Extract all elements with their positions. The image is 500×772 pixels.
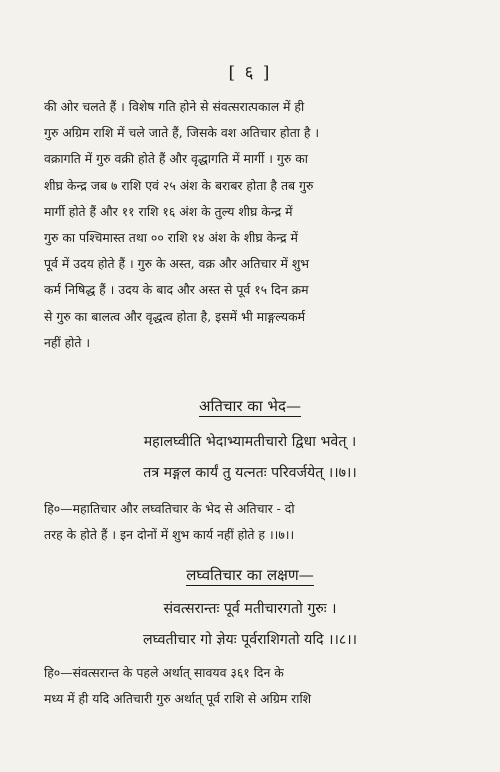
text-line: से गुरु का बालत्व और वृद्धत्व होता है, इसमें भी माङ्गल्यकर्म — [44, 308, 306, 324]
verse-line: लघ्वतीचार गो ज्ञेयः पूर्वराशिगतो यदि ।।८।। — [143, 632, 357, 648]
text-line: की ओर चलते हैं । विशेष गति होने से संवत्सरात्पकाल में ही — [44, 99, 305, 114]
hindi-commentary-8 — [44, 660, 458, 712]
hindi-commentary-7 — [44, 496, 458, 548]
page-number: [ ६ ] — [228, 63, 272, 83]
text-line: मार्गी होते हैं और ११ राशि १६ अंश के तुल्य शीघ्र केन्द्र में — [44, 203, 293, 219]
verse-line: संवत्सरान्तः पूर्व मतीचारगतो गुरुः । — [163, 601, 337, 617]
heading-text: अतिचार का भेद— — [199, 397, 301, 415]
verse-line: महालघ्वीति भेदाभ्यामतीचारो द्विधा भवेत् । — [143, 434, 357, 450]
verse-8 — [0, 594, 500, 656]
paragraph-main — [44, 94, 458, 356]
text-line: शीघ्र केन्द्र जब ७ राशि एवं २५ अंश के बराबर होता है तब गुरु — [44, 177, 314, 193]
section-heading-atichar-bhed — [0, 394, 500, 418]
text-line: गुरु का पश्चिमास्त तथा ०० राशि १४ अंश के शीघ्र केन्द्र में — [44, 229, 298, 245]
section-heading-laghvatichar-lakshan — [0, 563, 500, 587]
text-line: मध्य में ही यदि अतिचारी गुरु अर्थात् पूर्व राशि से अग्रिम राशि — [44, 691, 312, 706]
text-line: नहीं होते । — [44, 334, 91, 350]
text-line: कर्म निषिद्ध हैं । उदय के बाद और अस्त से पूर्व १५ दिन क्रम — [44, 282, 309, 298]
text-line: हि०—संवत्सरान्त के पहले अर्थात् सावयव ३६१ दिन के — [44, 665, 284, 680]
verse-line: तत्र मङ्गल कार्यं तु यत्नतः परिवर्जयेत् ।।७।। — [143, 465, 357, 481]
text-line: वक्रागति में गुरु वक्री होते हैं और वृद्धागति में मार्गी । गुरु का — [44, 151, 308, 167]
text-line: पूर्व में उदय होते हैं । गुरु के अस्त, वक्र और अतिचार में शुभ — [44, 256, 309, 272]
heading-text: लघ्वतिचार का लक्षण— — [186, 566, 314, 584]
text-line: हि०—महातिचार और लघ्वतिचार के भेद से अतिचार - दो — [44, 501, 295, 516]
text-line: गुरु अग्रिम राशि में चले जाते हैं, जिसके वश अतिचार होता है । — [44, 125, 320, 141]
verse-7 — [0, 427, 500, 489]
text-line: तरह के होते हैं । इन दोनों में शुभ कार्य नहीं होते ह ।।७।। — [44, 527, 295, 542]
